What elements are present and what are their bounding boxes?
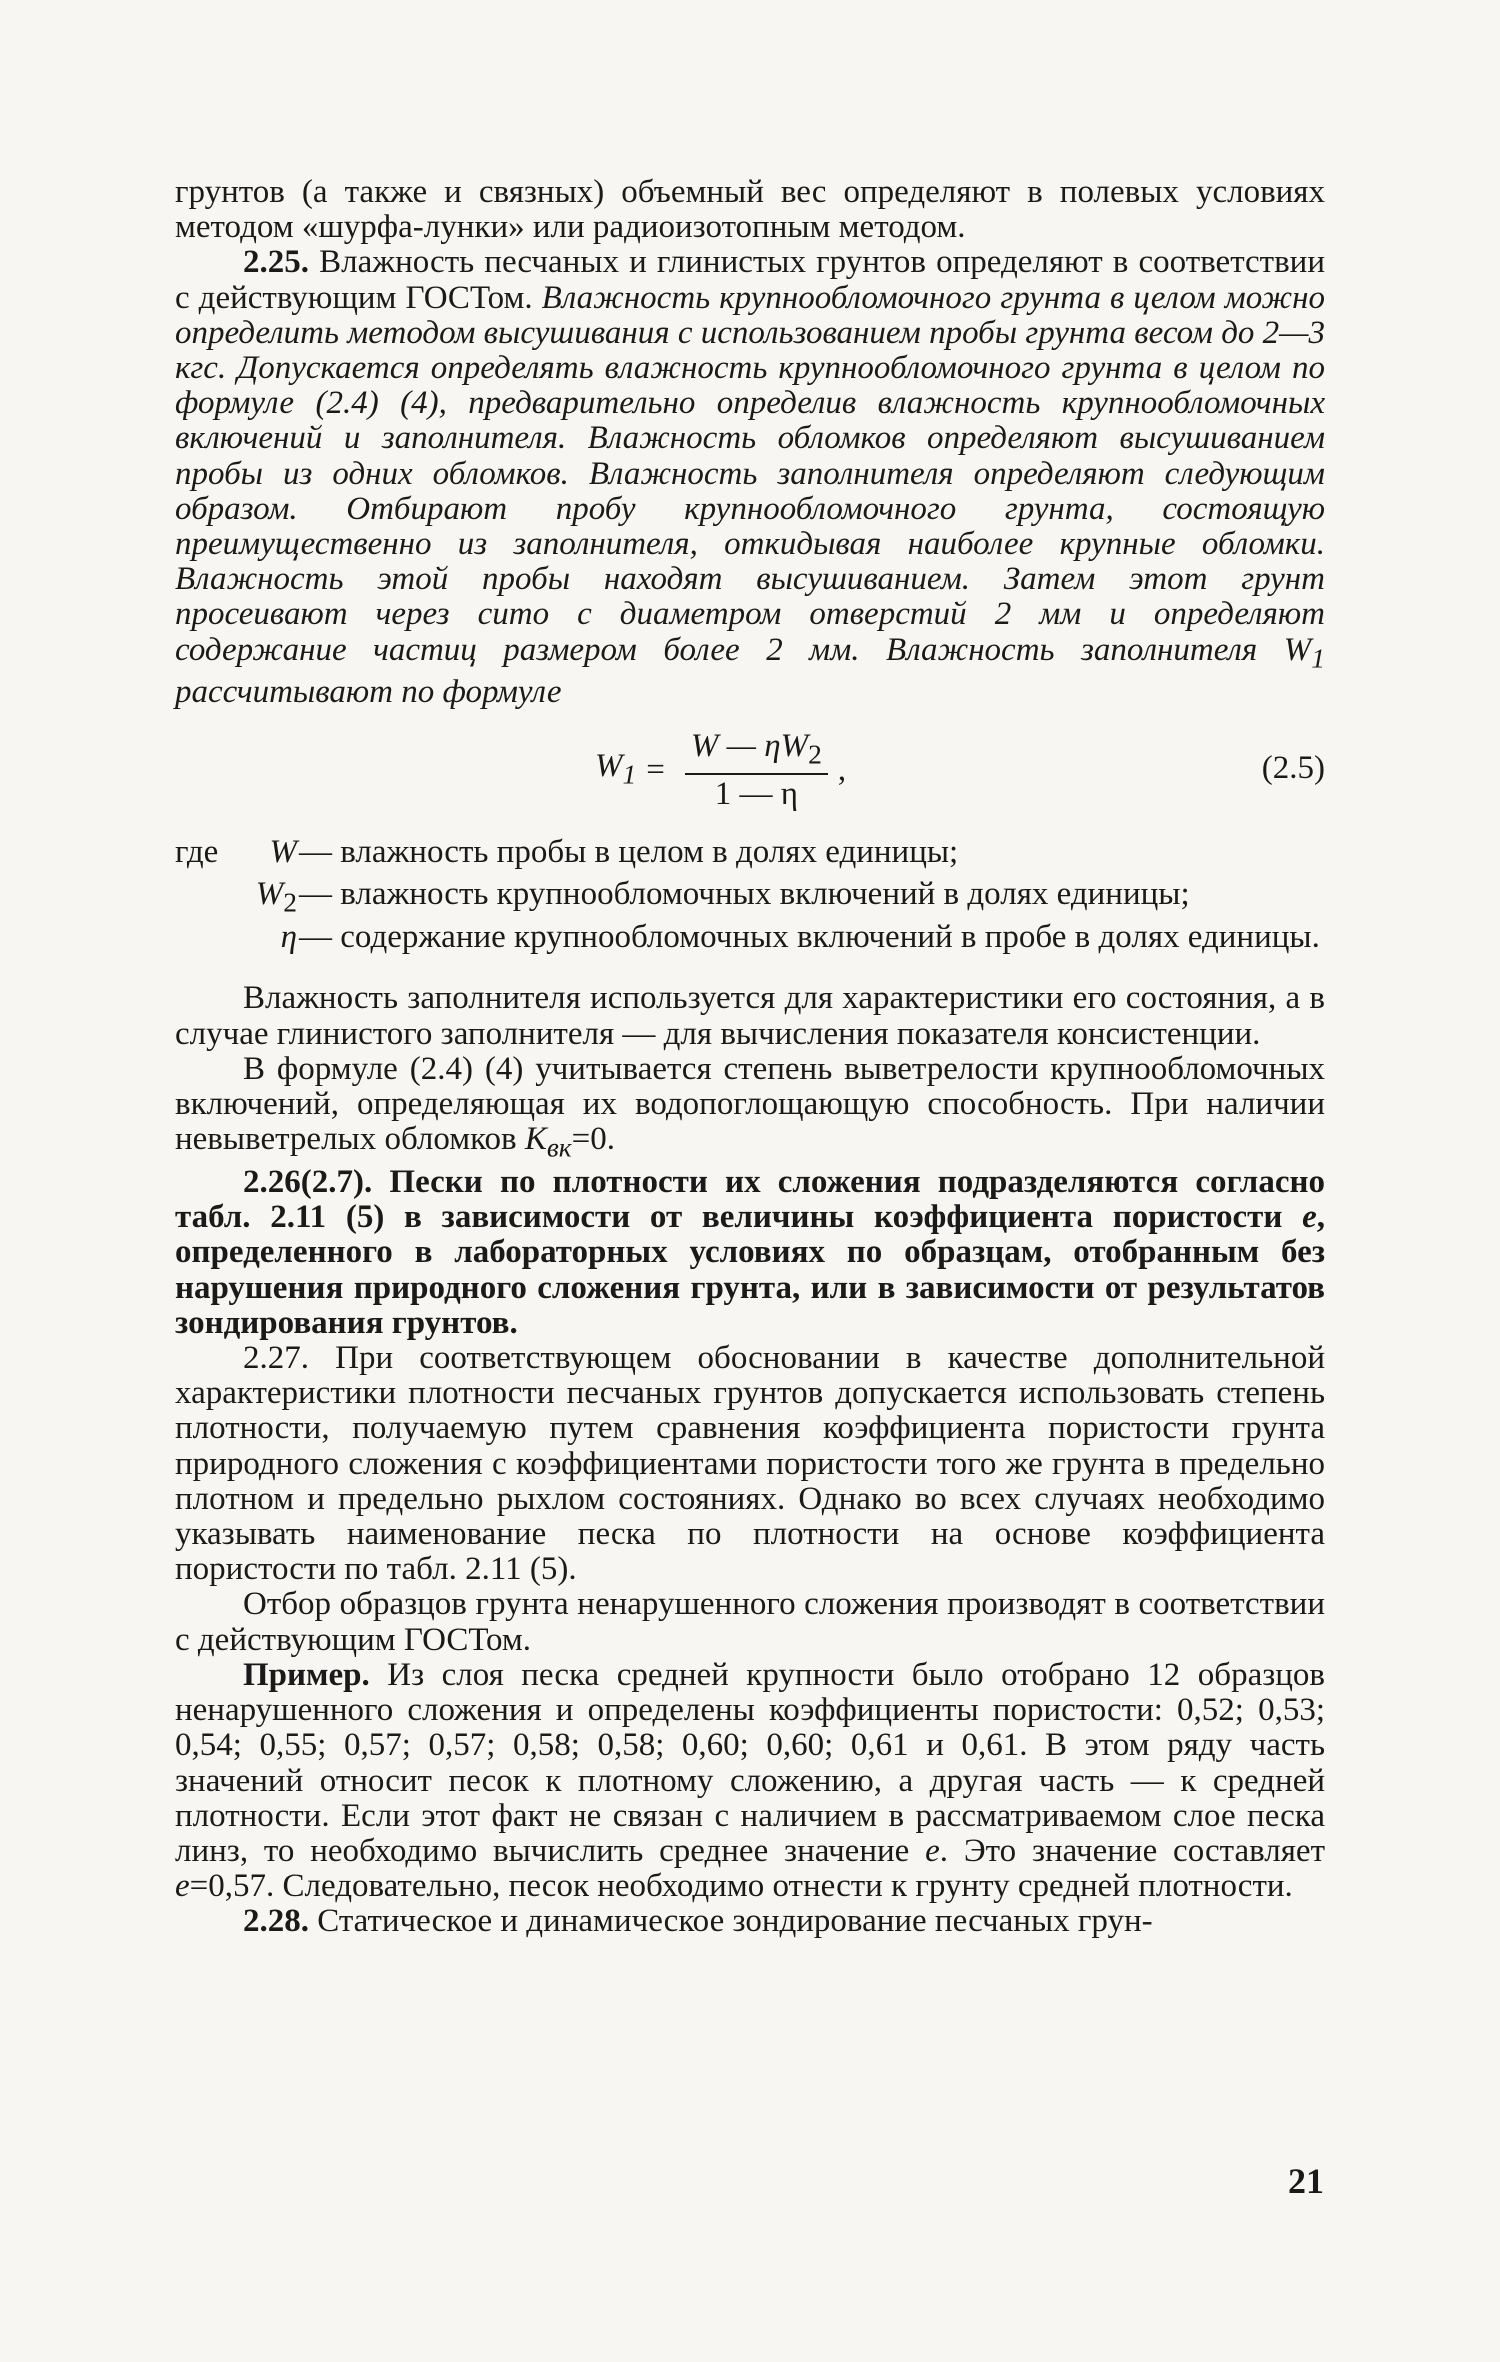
formula-numerator: W — $\eta W_2$	[685, 729, 828, 776]
section-number: 2.25.	[243, 244, 309, 281]
section-2-28	[175, 1904, 1325, 1939]
variable-W1: $W_1$	[1283, 631, 1325, 674]
paragraph-text: Статическое и динамическое зондирование песчаных грун-	[309, 1903, 1153, 1940]
definition-text: — влажность крупнообломочных включений в долях единицы;	[299, 876, 1190, 913]
paragraph-text: Отбор образцов грунта ненарушенного сложения производят в соответствии с действующим ГОСТом.	[175, 1586, 1325, 1658]
paragraph	[175, 1052, 1325, 1165]
italic-text: Влажность крупнообломочного грунта в целом можно определить методом высушивания с использованием пробы грунта весом до 2—3 кгс. Допускается определять влажность крупнообломочного грунта в целом по формуле (2.4) (4), предварительно определив влажность крупнообломочных включений и заполнителя. Влажность обломков определяют высушиванием пробы из одних обломков. Влажность заполнителя определяют следующим образом. Отбирают пробу крупнообломочного грунта, состоящую преимущественно из заполнителя, откидывая наиболее крупные обломки. Влажность этой пробы находят высушиванием. Затем этот грунт просеивают через сито с диаметром отверстий 2 мм и определяют содержание частиц размером более 2 мм. Влажность заполнителя	[175, 279, 1325, 668]
variable-e: e	[1302, 1199, 1317, 1236]
section-2-25	[175, 245, 1325, 710]
paragraph-text: . Это значение составляет	[939, 1832, 1326, 1869]
variable-Kvk: $K_{вк}$	[524, 1121, 572, 1163]
paragraph-text: 2.27. При соответствующем обосновании в качестве дополнительной характеристики плотности песчаных грунтов допускается использовать степень плотности, получаемую путем сравнения коэффициента пористости грунта природного сложения с коэффициентами пористости того же грунта в предельно плотном и предельно рыхлом состояниях. Однако во всех случаях необходимо указывать наименование песка по плотности на основе коэффициента пористости по табл. 2.11 (5).	[175, 1340, 1325, 1588]
section-number: 2.28.	[243, 1903, 309, 1940]
formula-body	[595, 717, 846, 825]
definition-text: — влажность пробы в целом в долях единицы;	[299, 833, 959, 870]
paragraph-text: Влажность заполнителя используется для характеристики его состояния, а в случае глинистого заполнителя — для вычисления показателя консистенции.	[175, 980, 1325, 1052]
paragraph-text: =0,57. Следовательно, песок необходимо отнести к грунту средней плотности.	[189, 1868, 1293, 1905]
formula-denominator: 1 — η	[714, 776, 798, 813]
example-label: Пример.	[243, 1656, 370, 1693]
paragraph	[175, 175, 1325, 245]
section-2-27	[175, 1341, 1325, 1587]
definition-text: — содержание крупнообломочных включений в пробе в долях единицы.	[299, 919, 1320, 956]
formula-lhs: $W_1$	[595, 748, 637, 790]
example-paragraph	[175, 1658, 1325, 1904]
bold-text: 2.26(2.7). Пески по плотности их сложения подразделяются согласно табл. 2.11 (5) в зависимости от величины коэффициента пористости	[175, 1164, 1325, 1236]
formula-comma: ,	[837, 752, 847, 789]
definition-item	[175, 835, 1325, 878]
body-text	[175, 175, 1325, 1940]
bold-text: , определенного в лабораторных условиях по образцам, отобранным без нарушения природного сложения грунта, или в зависимости от результатов зондирования грунтов.	[175, 1199, 1325, 1341]
variable-e: e	[175, 1868, 190, 1905]
definition-symbol: W	[269, 833, 297, 870]
paragraph	[175, 1587, 1325, 1657]
section-2-26	[175, 1165, 1325, 1341]
italic-text: рассчитывают по формуле	[175, 674, 562, 711]
where-label: где	[175, 833, 219, 870]
paragraph-text: грунтов (а также и связных) объемный вес определяют в полевых условиях методом «шурфа-лунки» или радиоизотопным методом.	[175, 174, 1325, 246]
variable-e: e	[925, 1832, 940, 1869]
paragraph-text: Из слоя песка средней крупности было отобрано 12 образцов ненарушенного сложения и определены коэффициенты пористости: 0,52; 0,53; 0,54; 0,55; 0,57; 0,57; 0,58; 0,58; 0,60; 0,60; 0,61 и 0,61. В этом ряду часть значений относит песок к плотному сложению, а другая часть — к средней плотности. Если этот факт не связан с наличием в рассматриваемом слое песка линз, то необходимо вычислить среднее значение	[175, 1656, 1325, 1869]
formula-fraction	[685, 729, 828, 813]
definitions-list	[175, 835, 1325, 956]
definition-item	[175, 877, 1325, 920]
formula-2-5	[175, 717, 1325, 825]
equals-sign: =	[646, 752, 665, 789]
page-number: 21	[1288, 2161, 1324, 2201]
paragraph	[175, 981, 1325, 1051]
definition-symbol: η	[280, 919, 297, 956]
paragraph-text: В формуле (2.4) (4) учитывается степень выветрелости крупнообломочных включений, определяющая их водопоглощающую способность. При наличии невыветрелых обломков	[175, 1050, 1325, 1158]
definition-symbol: $W_2$	[255, 876, 297, 919]
definition-item	[175, 920, 1325, 955]
paragraph-text: =0.	[571, 1121, 616, 1158]
paragraph-text: Влажность песчаных и глинистых грунтов определяют в соответствии с действующим ГОСТом.	[175, 244, 1325, 316]
equation-number: (2.5)	[1261, 749, 1325, 786]
